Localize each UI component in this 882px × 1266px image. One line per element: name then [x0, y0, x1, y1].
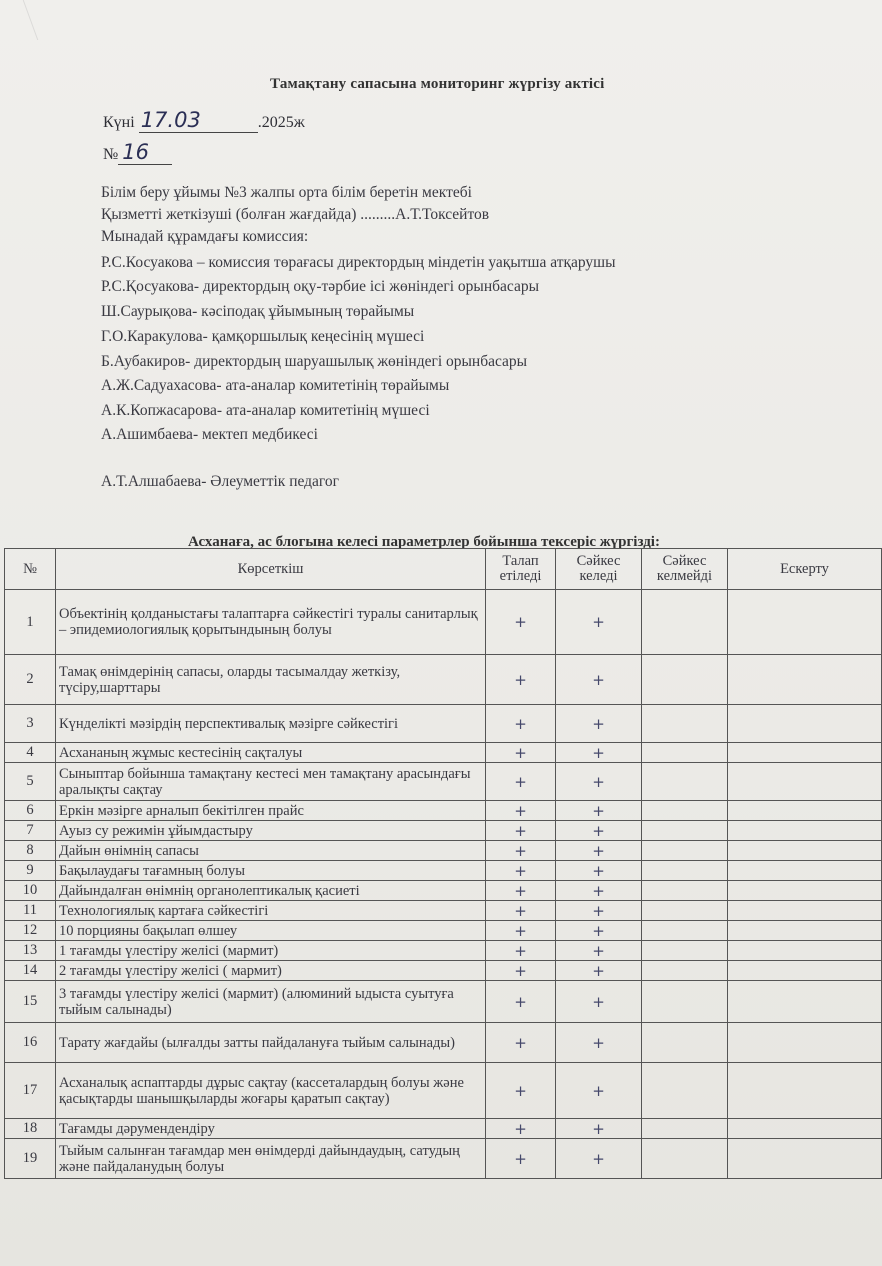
table-row	[5, 705, 882, 743]
noncompliant-mark-cell	[642, 705, 728, 743]
required-mark-cell: +	[486, 901, 556, 921]
row-number-cell: 11	[5, 901, 56, 921]
noncompliant-mark-cell	[642, 1139, 728, 1179]
date-handwritten: 17.03	[140, 108, 201, 132]
note-cell	[728, 590, 882, 655]
compliant-mark-cell: +	[556, 861, 642, 881]
table-row	[5, 763, 882, 801]
noncompliant-mark-cell	[642, 1119, 728, 1139]
indicator-cell: Тыйым салынған тағамдар мен өнімдерді дайындаудың, сатудың және пайдаланудың болуы	[56, 1139, 486, 1179]
info-line-member: Б.Аубакиров- директордың шаруашылық жөніндегі орынбасары	[101, 353, 528, 370]
table-row	[5, 1063, 882, 1119]
header-number: №	[5, 549, 56, 590]
noncompliant-mark-cell	[642, 941, 728, 961]
table-row	[5, 961, 882, 981]
table-row	[5, 590, 882, 655]
note-cell	[728, 655, 882, 705]
date-line	[103, 108, 305, 133]
note-cell	[728, 861, 882, 881]
indicator-cell: Тарату жағдайы (ылғалды затты пайдалануға тыйым салынады)	[56, 1023, 486, 1063]
table-row	[5, 1023, 882, 1063]
info-line-member: А.Ж.Садуахасова- ата-аналар комитетінің төрайымы	[101, 377, 450, 394]
compliant-mark-cell: +	[556, 763, 642, 801]
indicator-cell: Еркін мәзірге арналып бекітілген прайс	[56, 801, 486, 821]
indicator-cell: Дайын өнімнің сапасы	[56, 841, 486, 861]
compliant-mark-cell: +	[556, 881, 642, 901]
row-number-cell: 5	[5, 763, 56, 801]
date-field	[139, 108, 258, 133]
row-number-cell: 14	[5, 961, 56, 981]
info-line-member: А.Т.Алшабаева- Әлеуметтік педагог	[101, 473, 340, 490]
compliant-mark-cell: +	[556, 1023, 642, 1063]
info-line-member: А.К.Копжасарова- ата-аналар комитетінің мүшесі	[101, 402, 430, 419]
row-number-cell: 12	[5, 921, 56, 941]
info-line-school: Білім беру ұйымы №3 жалпы орта білім беретін мектебі	[101, 184, 472, 201]
compliant-mark-cell: +	[556, 961, 642, 981]
note-cell	[728, 1119, 882, 1139]
note-cell	[728, 743, 882, 763]
row-number-cell: 16	[5, 1023, 56, 1063]
compliant-mark-cell: +	[556, 1119, 642, 1139]
table-row	[5, 921, 882, 941]
row-number-cell: 13	[5, 941, 56, 961]
required-mark-cell: +	[486, 861, 556, 881]
compliant-mark-cell: +	[556, 981, 642, 1023]
note-cell	[728, 763, 882, 801]
compliant-mark-cell: +	[556, 705, 642, 743]
indicator-cell: 10 порцияны бақылап өлшеу	[56, 921, 486, 941]
compliant-mark-cell: +	[556, 1139, 642, 1179]
compliant-mark-cell: +	[556, 655, 642, 705]
table-row	[5, 655, 882, 705]
indicator-cell: Асхананың жұмыс кестесінің сақталуы	[56, 743, 486, 763]
noncompliant-mark-cell	[642, 763, 728, 801]
required-mark-cell: +	[486, 763, 556, 801]
table-row	[5, 743, 882, 763]
date-suffix: .2025ж	[257, 114, 305, 131]
compliant-mark-cell: +	[556, 1063, 642, 1119]
table-row	[5, 941, 882, 961]
required-mark-cell: +	[486, 1063, 556, 1119]
header-indicator: Көрсеткіш	[56, 549, 486, 590]
noncompliant-mark-cell	[642, 1063, 728, 1119]
compliant-mark-cell: +	[556, 801, 642, 821]
noncompliant-mark-cell	[642, 981, 728, 1023]
noncompliant-mark-cell	[642, 1023, 728, 1063]
noncompliant-mark-cell	[642, 881, 728, 901]
document-title: Тамақтану сапасына мониторинг жүргізу актісі	[270, 76, 605, 92]
info-line-member: А.Ашимбаева- мектеп медбикесі	[101, 426, 318, 443]
required-mark-cell: +	[486, 821, 556, 841]
indicator-cell: Тағамды дәрумендендіру	[56, 1119, 486, 1139]
note-cell	[728, 801, 882, 821]
compliant-mark-cell: +	[556, 743, 642, 763]
table-row	[5, 801, 882, 821]
number-field	[118, 140, 172, 165]
indicator-cell: 2 тағамды үлестіру желісі ( мармит)	[56, 961, 486, 981]
indicator-cell: 1 тағамды үлестіру желісі (мармит)	[56, 941, 486, 961]
note-cell	[728, 1023, 882, 1063]
noncompliant-mark-cell	[642, 961, 728, 981]
row-number-cell: 1	[5, 590, 56, 655]
row-number-cell: 7	[5, 821, 56, 841]
indicator-cell: Дайындалған өнімнің органолептикалық қасиеті	[56, 881, 486, 901]
table-title: Асханаға, ас блогына келесі параметрлер бойынша тексеріс жүргізді:	[188, 534, 660, 550]
row-number-cell: 18	[5, 1119, 56, 1139]
indicator-cell: Сыныптар бойынша тамақтану кестесі мен тамақтану арасындағы аралықты сақтау	[56, 763, 486, 801]
noncompliant-mark-cell	[642, 861, 728, 881]
indicator-cell: Ауыз су режимін ұйымдастыру	[56, 821, 486, 841]
compliant-mark-cell: +	[556, 841, 642, 861]
header-note: Ескерту	[728, 549, 882, 590]
indicator-cell: Асханалық аспаптарды дұрыс сақтау (кассеталардың болуы және қасықтарды шанышқыларды жоғары қаратып сақтау)	[56, 1063, 486, 1119]
date-label: Күні	[103, 114, 135, 131]
noncompliant-mark-cell	[642, 901, 728, 921]
required-mark-cell: +	[486, 801, 556, 821]
table-header-row	[5, 549, 882, 590]
noncompliant-mark-cell	[642, 821, 728, 841]
number-line	[103, 140, 172, 165]
required-mark-cell: +	[486, 981, 556, 1023]
indicator-cell: 3 тағамды үлестіру желісі (мармит) (алюминий ыдыста суытуға тыйым салынады)	[56, 981, 486, 1023]
table-row	[5, 981, 882, 1023]
required-mark-cell: +	[486, 590, 556, 655]
indicator-cell: Объектінің қолданыстағы талаптарға сәйкестігі туралы санитарлық – эпидемиологиялық қорытындының болуы	[56, 590, 486, 655]
row-number-cell: 6	[5, 801, 56, 821]
row-number-cell: 10	[5, 881, 56, 901]
required-mark-cell: +	[486, 941, 556, 961]
note-cell	[728, 821, 882, 841]
noncompliant-mark-cell	[642, 655, 728, 705]
note-cell	[728, 1139, 882, 1179]
number-handwritten: 16	[122, 140, 149, 164]
header-noncompliant: Сәйкес келмейді	[642, 549, 728, 590]
compliant-mark-cell: +	[556, 590, 642, 655]
table-row	[5, 821, 882, 841]
note-cell	[728, 1063, 882, 1119]
info-line-member: Г.О.Каракулова- қамқоршылық кеңесінің мүшесі	[101, 328, 425, 345]
required-mark-cell: +	[486, 961, 556, 981]
row-number-cell: 2	[5, 655, 56, 705]
info-line-commission-heading: Мынадай құрамдағы комиссия:	[101, 228, 309, 245]
header-compliant: Сәйкес келеді	[556, 549, 642, 590]
indicator-cell: Технологиялық картаға сәйкестігі	[56, 901, 486, 921]
note-cell	[728, 921, 882, 941]
note-cell	[728, 881, 882, 901]
row-number-cell: 3	[5, 705, 56, 743]
noncompliant-mark-cell	[642, 801, 728, 821]
required-mark-cell: +	[486, 881, 556, 901]
compliant-mark-cell: +	[556, 821, 642, 841]
table-row	[5, 901, 882, 921]
header-required: Талап етіледі	[486, 549, 556, 590]
page-fold-mark	[0, 0, 38, 40]
noncompliant-mark-cell	[642, 743, 728, 763]
required-mark-cell: +	[486, 1119, 556, 1139]
compliant-mark-cell: +	[556, 901, 642, 921]
row-number-cell: 4	[5, 743, 56, 763]
required-mark-cell: +	[486, 655, 556, 705]
note-cell	[728, 981, 882, 1023]
note-cell	[728, 961, 882, 981]
note-cell	[728, 841, 882, 861]
row-number-cell: 17	[5, 1063, 56, 1119]
info-line-member: Р.С.Косуакова – комиссия төрағасы директордың міндетін уақытша атқарушы	[101, 254, 616, 271]
table-row	[5, 841, 882, 861]
table-row	[5, 861, 882, 881]
noncompliant-mark-cell	[642, 590, 728, 655]
table-row	[5, 881, 882, 901]
indicator-cell: Бақылаудағы тағамның болуы	[56, 861, 486, 881]
noncompliant-mark-cell	[642, 921, 728, 941]
noncompliant-mark-cell	[642, 841, 728, 861]
table-row	[5, 1139, 882, 1179]
row-number-cell: 15	[5, 981, 56, 1023]
inspection-table	[4, 548, 882, 1179]
required-mark-cell: +	[486, 841, 556, 861]
required-mark-cell: +	[486, 1139, 556, 1179]
row-number-cell: 8	[5, 841, 56, 861]
row-number-cell: 9	[5, 861, 56, 881]
info-line-member: Р.С.Қосуакова- директордың оқу-тәрбие ісі жөніндегі орынбасары	[101, 278, 539, 295]
row-number-cell: 19	[5, 1139, 56, 1179]
info-line-member: Ш.Саурықова- кәсіподақ ұйымының төрайымы	[101, 303, 415, 320]
note-cell	[728, 901, 882, 921]
required-mark-cell: +	[486, 921, 556, 941]
required-mark-cell: +	[486, 743, 556, 763]
required-mark-cell: +	[486, 705, 556, 743]
required-mark-cell: +	[486, 1023, 556, 1063]
info-line-supplier: Қызметті жеткізуші (болған жағдайда) .........А.Т.Токсейтов	[101, 206, 490, 223]
compliant-mark-cell: +	[556, 921, 642, 941]
compliant-mark-cell: +	[556, 941, 642, 961]
indicator-cell: Тамақ өнімдерінің сапасы, оларды тасымалдау жеткізу, түсіру,шарттары	[56, 655, 486, 705]
note-cell	[728, 941, 882, 961]
note-cell	[728, 705, 882, 743]
indicator-cell: Күнделікті мәзірдің перспективалық мәзірге сәйкестігі	[56, 705, 486, 743]
table-row	[5, 1119, 882, 1139]
number-label: №	[103, 146, 119, 163]
